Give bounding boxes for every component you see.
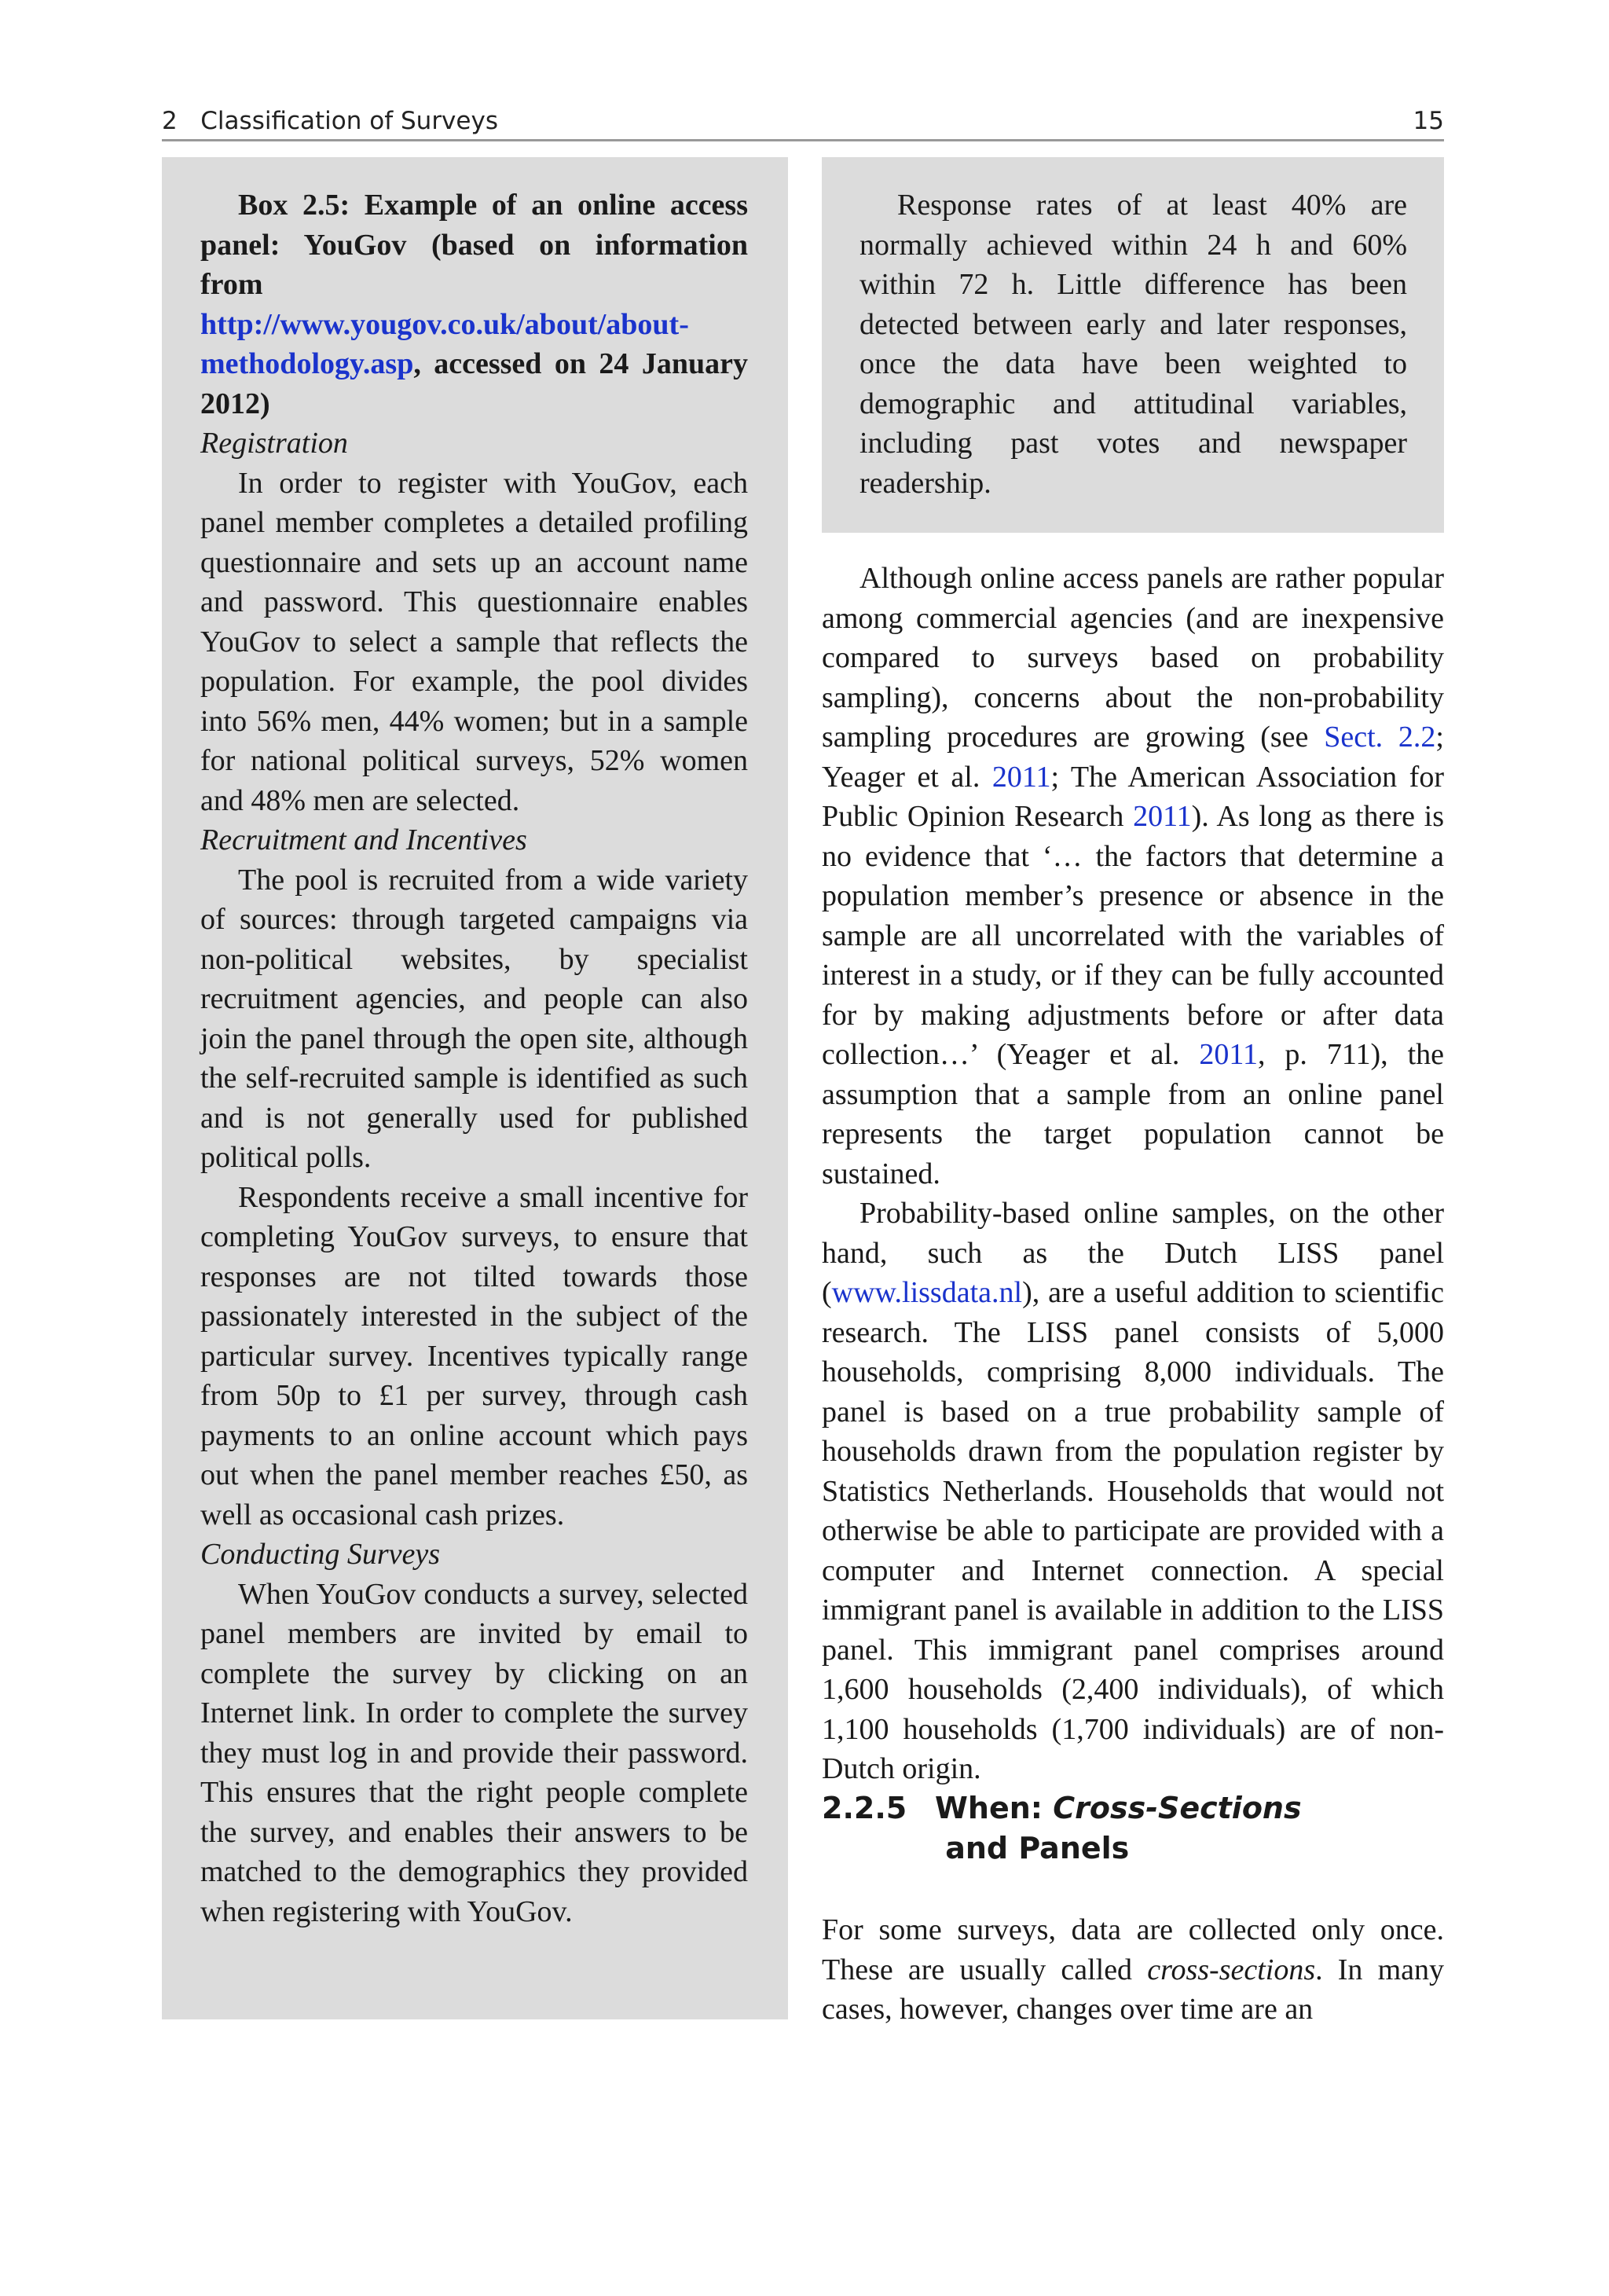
liss-website-link[interactable]: www.lissdata.nl (831, 1276, 1023, 1309)
citation-link[interactable]: 2011 (1133, 800, 1192, 833)
body-text-column-continued (822, 1910, 1444, 2025)
box-subheading-conducting: Conducting Surveys (200, 1538, 441, 1571)
citation-link[interactable]: 2011 (991, 760, 1051, 794)
body-paragraph: Probability-based online samples, on the other hand, such as the Dutch LISS panel (www.lissdata.nl), are a useful addition to scientific research. The LISS panel consists of 5,000 households, comprising 8,000 individuals. The panel is based on a true probability sample of households drawn from the population register by Statistics Netherlands. Households that would not otherwise be able to participate are provided with a computer and Internet connection. A special immigrant panel is available in addition to the LISS panel. This immigrant panel comprises around 1,600 households (2,400 individuals), of which 1,100 households (1,700 individuals) are of non-Dutch origin. (822, 1197, 1444, 1785)
citation-link[interactable]: 2011 (1199, 1038, 1258, 1071)
header-rule (162, 139, 1444, 141)
box-subheading-recruitment: Recruitment and Incentives (200, 823, 527, 856)
chapter-title: 2 Classification of Surveys (162, 107, 498, 135)
running-header (162, 107, 1444, 140)
box-right-column (859, 185, 1407, 503)
body-text-column (822, 559, 1444, 1789)
body-paragraph: Although online access panels are rather popular among commercial agencies (and are inexpensive compared to surveys based on probability sampling), concerns about the non-probability sampling procedures are growing (see Sect. 2.2; Yeager et al. 2011; The American Association for Public Opinion Research 2011). As long as there is no evidence that ‘… the factors that determine a population member’s presence or absence in the sample are all uncorrelated with the variables of interest in a study, or if they can be fully accounted for by making adjustments before or after data collection…’ (Yeager et al. 2011, p. 711), the assumption that a sample from an online panel represents the target population cannot be sustained. (822, 562, 1444, 1190)
body-paragraph: For some surveys, data are collected only once. These are usually called cross-sections. In many cases, however, changes over time are an (822, 1913, 1444, 2025)
box-paragraph: When YouGov conducts a survey, selected panel members are invited by email to complete the survey by clicking on an Internet link. In order to complete the survey they must log in and provide their password. This ensures that the right people complete the survey, and enables their answers to be matched to the demographics they provided when registering with YouGov. (200, 1577, 748, 1928)
box-paragraph: Response rates of at least 40% are normally achieved within 24 h and 60% within 72 h. Little difference has been detected between early and later responses, once the data have been weighted to demographic and attitudinal variables, including past votes and newspaper readership. (859, 189, 1407, 500)
box-paragraph: The pool is recruited from a wide variety of sources: through targeted campaigns via non-political websites, by specialist recruitment agencies, and people can also join the panel through the open site, although the self-recruited sample is identified as such and is not generally used for published political polls. (200, 863, 748, 1174)
page-number: 15 (1413, 107, 1444, 135)
box-source-link[interactable]: http://www.yougov.co.uk/about/about-methodology.asp (200, 307, 689, 380)
box-paragraph: Respondents receive a small incentive for completing YouGov surveys, to ensure that responses are not tilted towards those passionately interested in the subject of the particular survey. Incentives typically range from 50p to £1 per survey, through cash payments to an online account which pays out when the panel member reaches £50, as well as occasional cash prizes. (200, 1180, 748, 1531)
box-title: Box 2.5: Example of an online access panel: YouGov (based on information from http://www.yougov.co.uk/about/about-methodology.asp, accessed on 24 January 2012) (200, 189, 748, 420)
box-paragraph: In order to register with YouGov, each panel member completes a detailed profiling questionnaire and sets up an account name and password. This questionnaire enables YouGov to select a sample that reflects the population. For example, the pool divides into 56% men, 44% women; but in a sample for national political surveys, 52% women and 48% men are selected. (200, 466, 748, 817)
box-subheading-registration: Registration (200, 427, 348, 460)
box-left-column (200, 185, 748, 1931)
section-number: 2.2.5 (822, 1791, 907, 1825)
section-reference-link[interactable]: Sect. 2.2 (1324, 721, 1436, 754)
section-title: When: Cross-Sections and Panels (935, 1791, 1302, 1865)
